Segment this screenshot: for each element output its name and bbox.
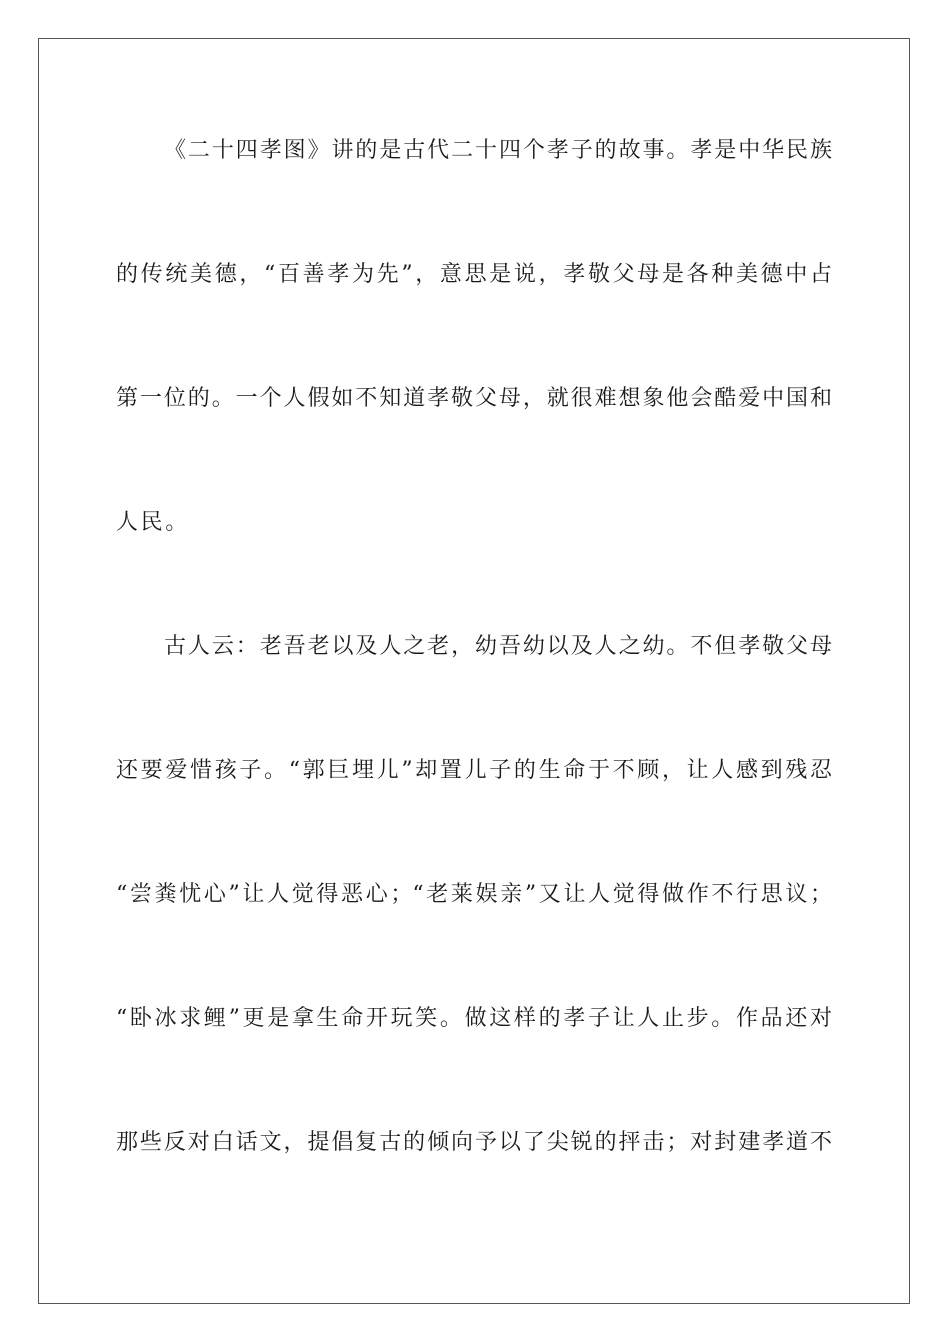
page-frame <box>38 38 910 1304</box>
paragraph-2-line-3: “尝粪忧心”让人觉得恶心；“老莱娱亲”又让人觉得做作不行思议； <box>116 882 832 907</box>
paragraph-2-line-5: 那些反对白话文，提倡复古的倾向予以了尖锐的抨击；对封建孝道不 <box>116 1130 832 1155</box>
paragraph-1-line-3: 第一位的。一个人假如不知道孝敬父母，就很难想象他会酷爱中国和 <box>116 386 832 411</box>
paragraph-1-line-2: 的传统美德，“百善孝为先”，意思是说，孝敬父母是各种美德中占 <box>116 262 832 287</box>
paragraph-2-line-1: 古人云：老吾老以及人之老，幼吾幼以及人之幼。不但孝敬父母 <box>164 634 832 659</box>
paragraph-1-line-1: 《二十四孝图》讲的是古代二十四个孝子的故事。孝是中华民族 <box>164 138 832 163</box>
paragraph-1-line-4: 人民。 <box>116 510 190 535</box>
paragraph-2-line-4: “卧冰求鲤”更是拿生命开玩笑。做这样的孝子让人止步。作品还对 <box>116 1006 832 1031</box>
paragraph-2-line-2: 还要爱惜孩子。“郭巨埋儿”却置儿子的生命于不顾，让人感到残忍 <box>116 758 832 783</box>
